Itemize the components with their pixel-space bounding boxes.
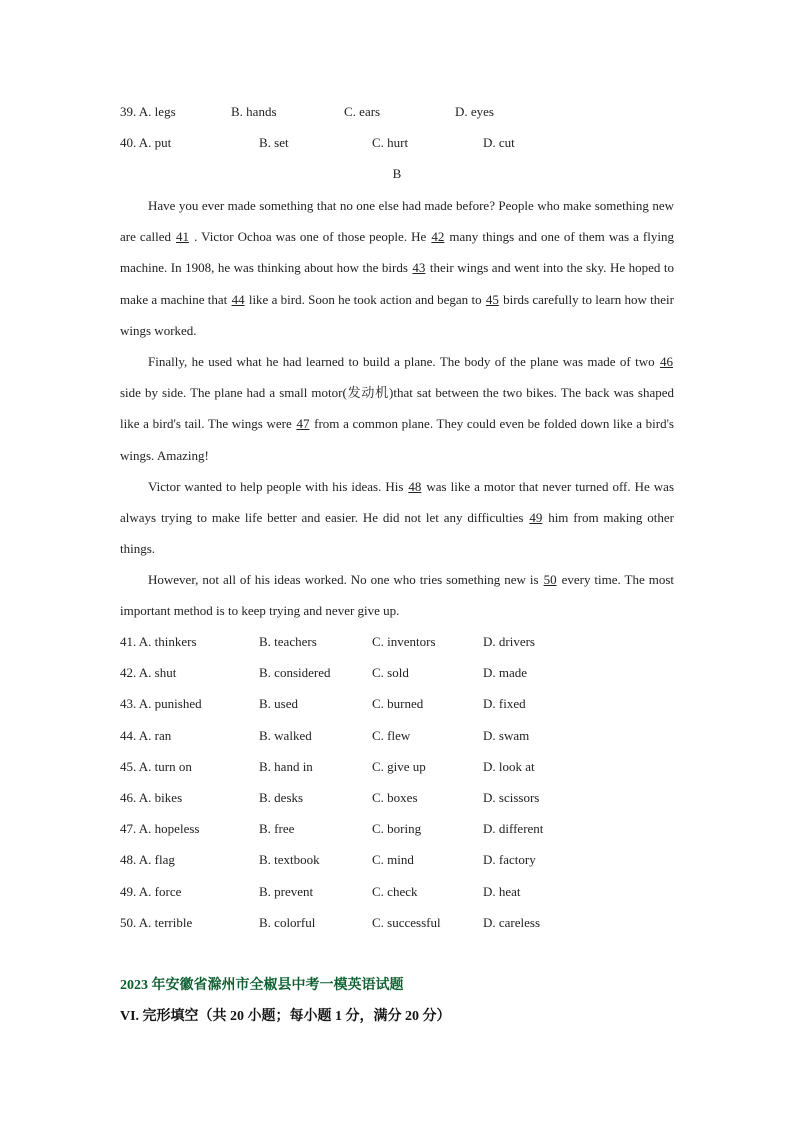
option-c: C. boring [372,821,422,836]
section-letter: B [392,166,402,181]
passage-paragraph-4: However, not all of his ideas worked. No one who tries something new is 50 every time. The most important method is to keep trying and never give up. [120,572,675,619]
option-b: B. prevent [259,884,314,899]
option-d: D. swam [483,728,530,743]
option-d: D. drivers [483,634,535,649]
option-d: D. made [483,665,528,680]
option-d: D. fixed [483,696,526,711]
question-45 [120,757,674,777]
question-39 [120,102,674,122]
option-b: B. teachers [259,634,317,649]
option-c: C. burned [372,696,424,711]
option-a: 43. A. punished [120,696,202,711]
blank-48: 48 [408,479,422,494]
question-41 [120,632,674,652]
option-c: C. inventors [372,634,436,649]
passage-paragraph-1: Have you ever made something that no one else had made before? People who make something new are called 41 . Victor Ochoa was one of those people. He 42 many things and one of them was a flying machine. In 1908, he was thinking about how the birds 43 their wings and went into the sky. He hoped to make a machine that 44 like a bird. Soon he took action and began to 45 birds carefully to learn how their wings worked. [120,198,674,338]
option-a: 42. A. shut [120,665,177,680]
option-a: 44. A. ran [120,728,172,743]
blank-45: 45 [485,291,499,307]
option-d: D. look at [483,759,535,774]
question-44 [120,726,674,746]
option-c: C. flew [372,728,411,743]
question-47 [120,819,674,839]
question-43 [120,694,674,714]
blank-50: 50 [543,572,557,587]
option-a: 49. A. force [120,884,182,899]
blank-43: 43 [412,260,426,276]
question-40 [120,133,674,153]
option-c: C. ears [344,104,381,119]
option-b: B. free [259,821,295,836]
option-a: 39. A. legs [120,104,176,119]
section-heading: VI. 完形填空（共 20 小题；每小题 1 分，满分 20 分） [120,1009,451,1024]
blank-49: 49 [529,510,543,526]
option-d: D. eyes [455,104,494,119]
blank-42: 42 [431,229,445,245]
option-d: D. different [483,821,544,836]
option-b: B. used [259,696,298,711]
option-b: B. hand in [259,759,313,774]
option-b: B. walked [259,728,312,743]
option-a: 50. A. terrible [120,915,193,930]
option-b: B. textbook [259,852,320,867]
option-c: C. boxes [372,790,418,805]
question-48 [120,850,674,870]
exam-title: 2023 年安徽省滁州市全椒县中考一模英语试题 [120,978,404,993]
question-42 [120,663,674,683]
question-49 [120,882,674,902]
option-b: B. considered [259,665,331,680]
question-50 [120,913,674,933]
option-c: C. give up [372,759,426,774]
option-c: C. sold [372,665,409,680]
blank-44: 44 [231,291,245,307]
passage-paragraph-3: Victor wanted to help people with his ideas. His 48 was like a motor that never turned off. He was always trying to make life better and easier. He did not let any difficulties 49 him from making other things. [120,479,675,557]
option-d: D. cut [483,135,515,150]
option-c: C. hurt [372,135,409,150]
option-c: C. mind [372,852,414,867]
option-b: B. colorful [259,915,316,930]
option-d: D. careless [483,915,541,930]
option-c: C. check [372,884,418,899]
option-d: D. scissors [483,790,540,805]
option-b: B. set [259,135,289,150]
blank-46: 46 [660,354,673,369]
option-c: C. successful [372,915,441,930]
option-b: B. hands [231,104,277,119]
option-a: 40. A. put [120,135,172,150]
option-a: 41. A. thinkers [120,634,197,649]
blank-41: 41 [176,229,190,245]
option-b: B. desks [259,790,304,805]
question-46 [120,788,674,808]
passage-paragraph-2: Finally, he used what he had learned to build a plane. The body of the plane was made of two 46 side by side. The plane had a small motor(发动机)that sat between the two bikes. The back was shaped like a bird's tail. The wings were 47 from a common plane. They could even be folded down like a bird's wings. Amazing! [120,354,674,463]
option-a: 48. A. flag [120,852,175,867]
blank-47: 47 [296,416,310,432]
option-a: 45. A. turn on [120,759,192,774]
option-a: 47. A. hopeless [120,821,200,836]
option-a: 46. A. bikes [120,790,183,805]
option-d: D. factory [483,852,536,867]
option-d: D. heat [483,884,521,899]
